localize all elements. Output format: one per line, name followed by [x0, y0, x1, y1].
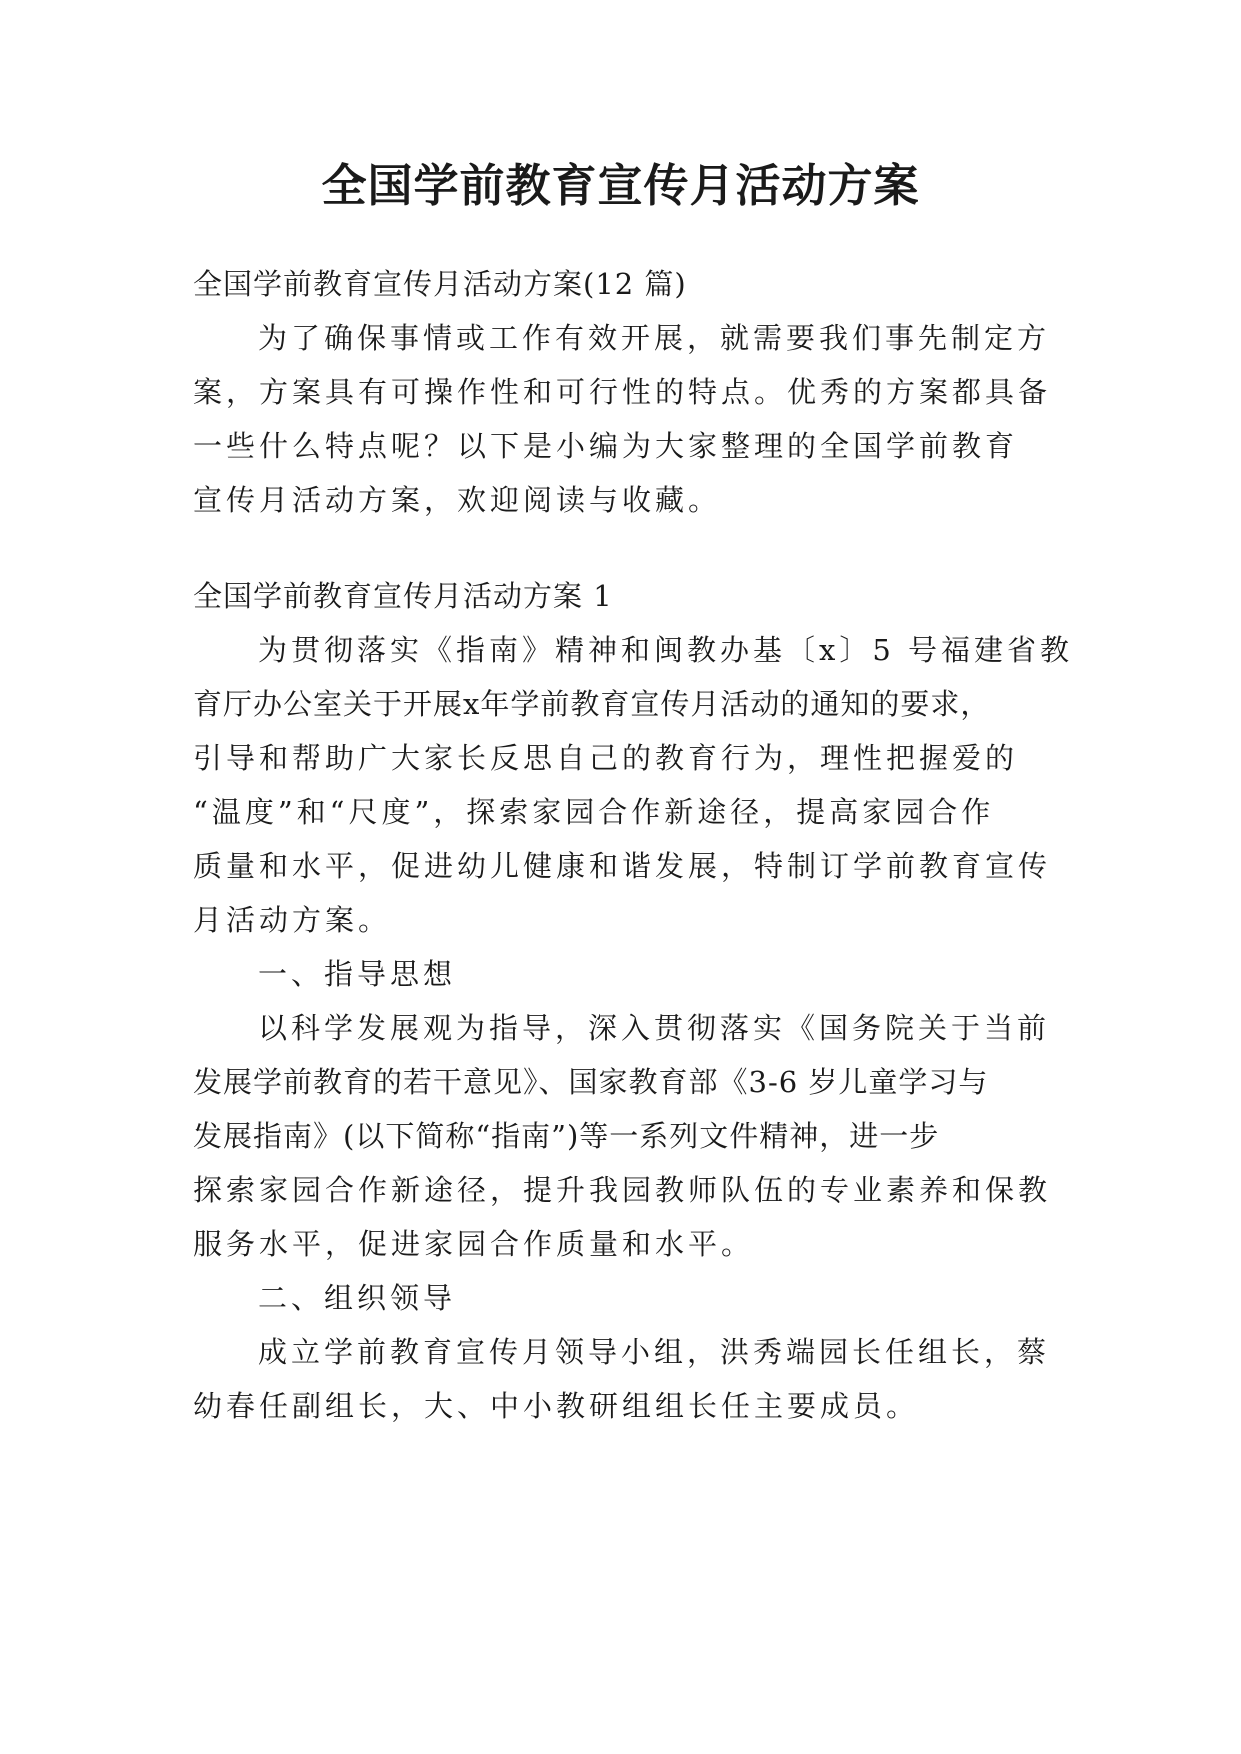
paragraph-line: 成立学前教育宣传月领导小组，洪秀端园长任组长，蔡 — [258, 1335, 1051, 1369]
document-title: 全国学前教育宣传月活动方案 — [321, 159, 920, 212]
paragraph-line: 发展指南》(以下简称“指南”)等一系列文件精神，进一步 — [193, 1119, 940, 1153]
paragraph-line: 为贯彻落实《指南》精神和闽教办基〔x〕5 号福建省教 — [258, 633, 1074, 667]
paragraph-line: 案，方案具有可操作性和可行性的特点。优秀的方案都具备 — [193, 375, 1052, 409]
paragraph-line: “温度”和“尺度”，探索家园合作新途径，提高家园合作 — [193, 795, 995, 829]
paragraph-line: 服务水平，促进家园合作质量和水平。 — [193, 1227, 755, 1261]
paragraph-line: 育厅办公室关于开展x年学前教育宣传月活动的通知的要求， — [193, 687, 991, 721]
section-heading: 全国学前教育宣传月活动方案 1 — [193, 579, 613, 613]
heading-guiding-ideology: 一、指导思想 — [258, 957, 457, 991]
paragraph-line: 为了确保事情或工作有效开展，就需要我们事先制定方 — [258, 321, 1051, 355]
paragraph-line: 探索家园合作新途径，提升我园教师队伍的专业素养和保教 — [193, 1173, 1052, 1207]
paragraph-line: 幼春任副组长，大、中小教研组组长任主要成员。 — [193, 1389, 920, 1423]
document-subtitle: 全国学前教育宣传月活动方案(12 篇) — [193, 267, 687, 301]
paragraph-line: 质量和水平，促进幼儿健康和谐发展，特制订学前教育宣传 — [193, 849, 1052, 883]
paragraph-line: 发展学前教育的若干意见》、国家教育部《3-6 岁儿童学习与 — [193, 1065, 989, 1099]
paragraph-line: 引导和帮助广大家长反思自己的教育行为，理性把握爱的 — [193, 741, 1019, 775]
paragraph-line: 月活动方案。 — [193, 903, 392, 937]
paragraph-line: 宣传月活动方案，欢迎阅读与收藏。 — [193, 483, 722, 517]
paragraph-line: 一些什么特点呢？以下是小编为大家整理的全国学前教育 — [193, 429, 1019, 463]
paragraph-line: 以科学发展观为指导，深入贯彻落实《国务院关于当前 — [258, 1011, 1051, 1045]
heading-organization: 二、组织领导 — [258, 1281, 457, 1315]
